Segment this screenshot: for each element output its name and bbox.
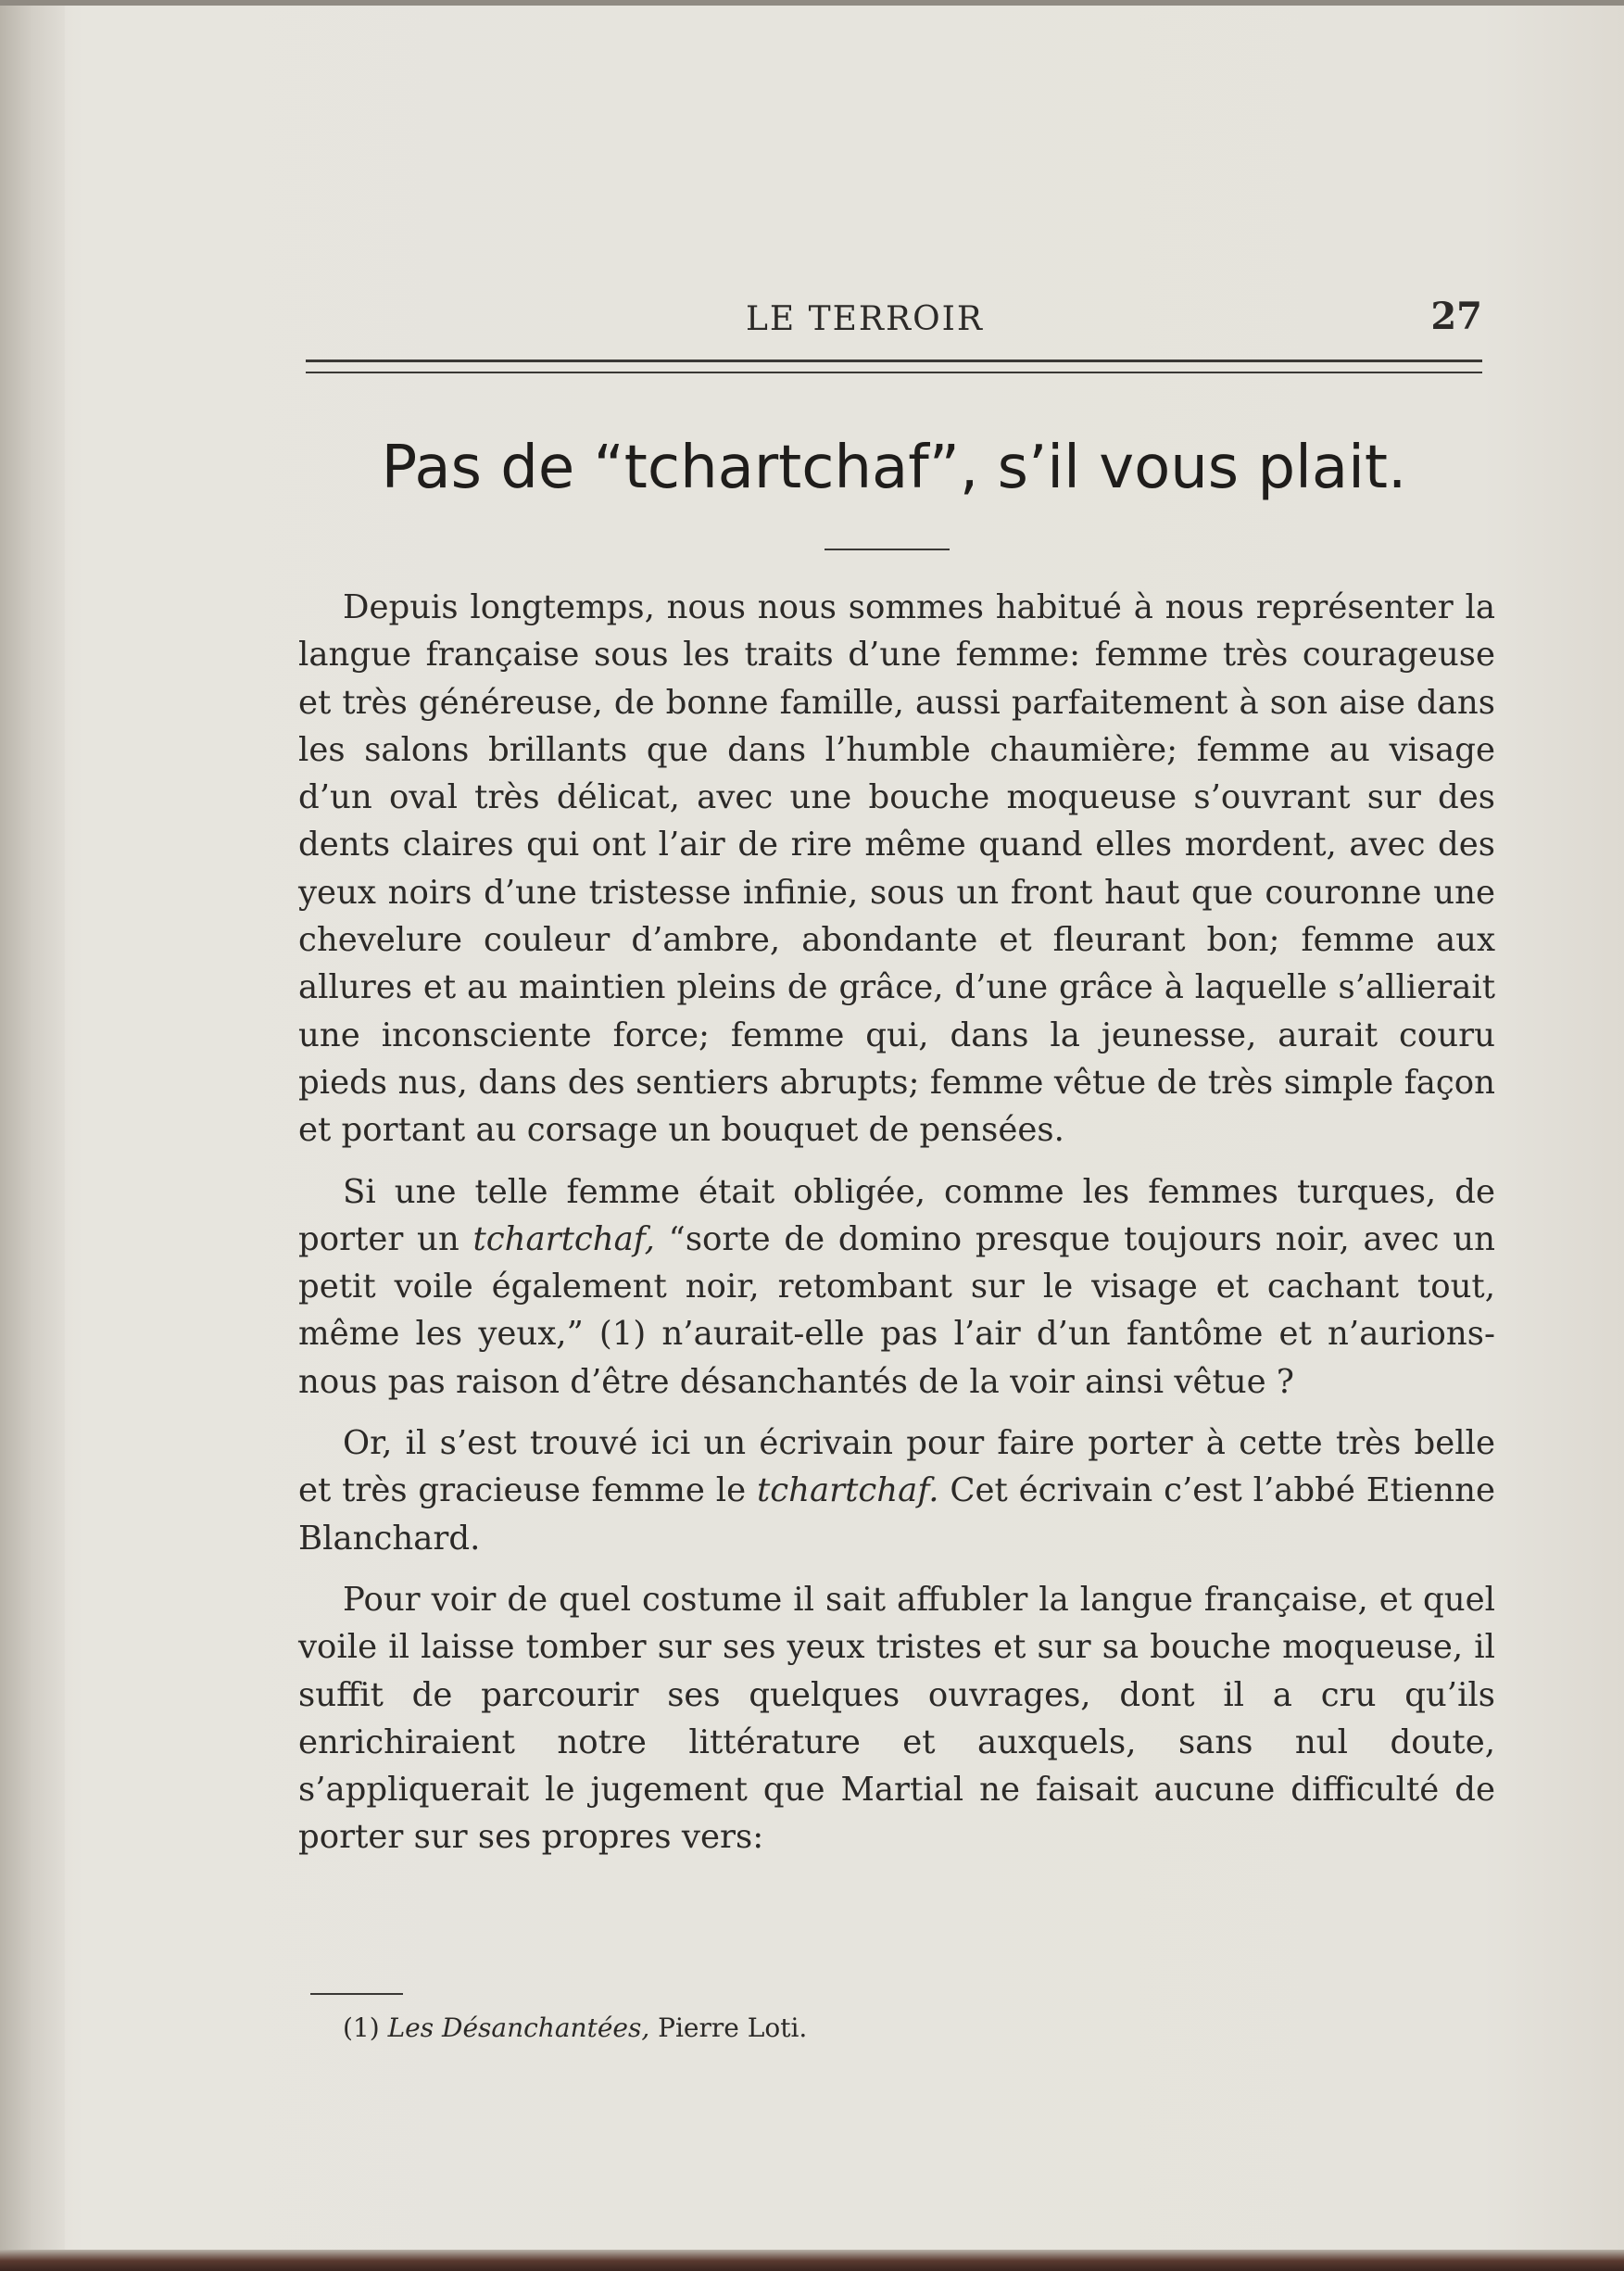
paragraph-1: Depuis longtemps, nous nous sommes habitué à nous représenter la langue française sous les traits d’une femme: femme très courageuse et très généreuse, de bonne famille, aussi parfaitement à son aise dans les salons brillants que dans l’humble chaumière; femme au visage d’un oval très délicat, avec une bouche moqueuse s’ouvrant sur des dents claires qui ont l’air de rire même quand elles mordent, avec des yeux noirs d’une tristesse infinie, sous un front haut que couronne une chevelure couleur d’ambre, abondante et fleurant bon; femme aux allures et au maintien pleins de grâce, d’une grâce à laquelle s’allierait une inconsciente force; femme qui, dans la jeunesse, aurait couru pieds nus, dans des sentiers abrupts; femme vêtue de très simple façon et portant au corsage un bouquet de pensées. [298, 588, 1495, 1150]
footnote [343, 2012, 807, 2043]
title-rule [825, 549, 950, 550]
book-gutter [0, 0, 65, 2271]
header-double-rule [306, 360, 1482, 373]
paragraph-2-italic: tchartchaf, [472, 1219, 655, 1258]
page-top-edge [0, 0, 1624, 6]
paragraph-3-text-a: Or, il s’est trouvé ici un écrivain pour faire porter à cette très belle et très gracieuse femme le [298, 1424, 1495, 1510]
footnote-author: Pierre Loti. [658, 2012, 808, 2043]
running-header [306, 295, 1482, 341]
footnote-marker: (1) [343, 2012, 380, 2043]
article-body [298, 584, 1495, 1875]
footnote-rule [310, 1993, 403, 1995]
paragraph-3 [298, 1419, 1495, 1562]
paragraph-4: Pour voir de quel costume il sait affubler la langue française, et quel voile il laisse tomber sur ses yeux tristes et sur sa bouche moqueuse, il suffit de parcourir ses quelques ouvrages, dont il a cru qu’ils enrichiraient notre littérature et auxquels, sans nul doute, s’appliquerait le jugement que Martial ne faisait aucune difficulté de porter sur ses propres vers: [298, 1580, 1495, 1857]
article-title: Pas de “tchartchaf”, s’il vous plait. [381, 434, 1407, 502]
running-title: LE TERROIR [746, 300, 984, 338]
paragraph-2 [298, 1168, 1495, 1406]
page-number: 27 [1430, 295, 1482, 338]
footnote-title: Les Désanchantées, [387, 2012, 650, 2043]
paragraph-2-text-b: “sorte de domino presque toujours noir, avec un petit voile également noir, retombant sur le visage et cachant tout, même les yeux,” (1) n’aurait-elle pas l’air d’un fantôme et n’aurions-nous pas raison d’être désanchantés de la voir ainsi vêtue ? [298, 1219, 1495, 1401]
paragraph-2-text-a: Si une telle femme était obligée, comme les femmes turques, de porter un [298, 1172, 1495, 1258]
paragraph-3-italic: tchartchaf. [757, 1471, 939, 1510]
paragraph-3-text-b: Cet écrivain c’est l’abbé Etienne Blanchard. [298, 1471, 1495, 1558]
page-bottom-edge [0, 2250, 1624, 2271]
